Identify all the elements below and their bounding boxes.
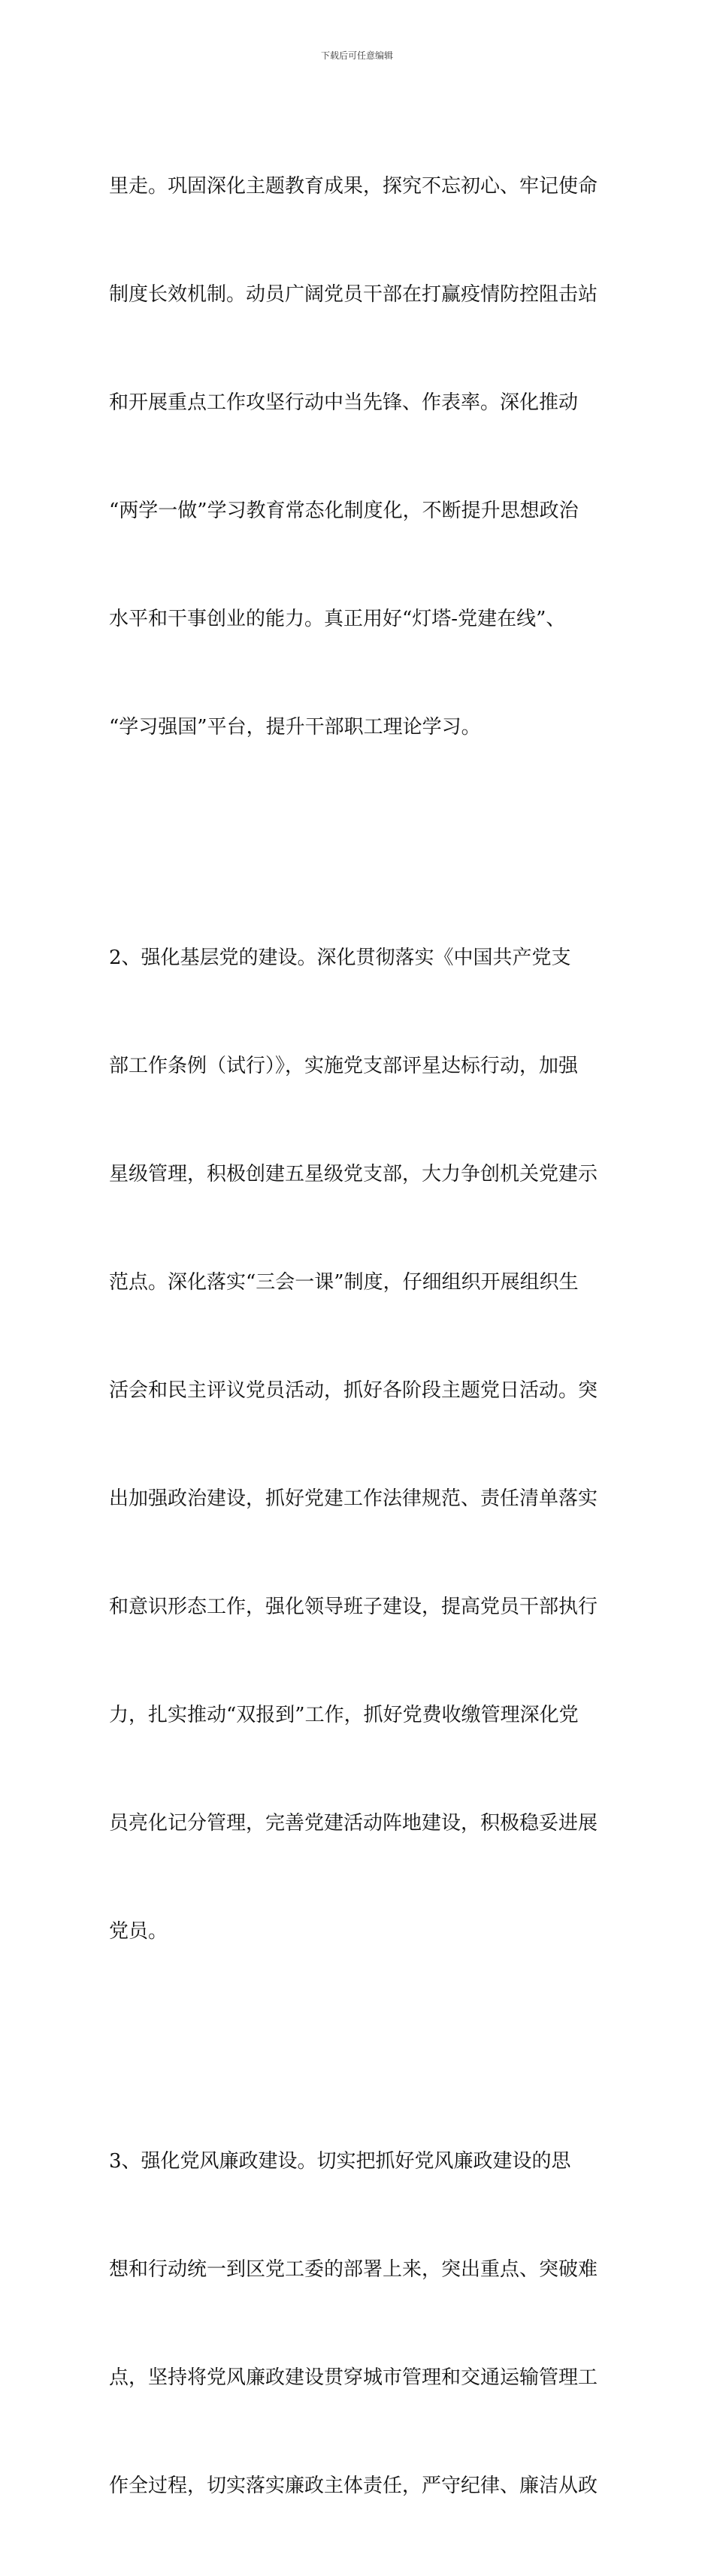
text-line: 点，坚持将党风廉政建设贯穿城市管理和交通运输管理工: [109, 2366, 598, 2389]
paragraph-1: [109, 96, 609, 817]
text-line: 党员。: [109, 1920, 168, 1943]
text-line: 3、强化党风廉政建设。切实把抓好党风廉政建设的思: [109, 2150, 571, 2173]
text-line: “学习强国”平台，提升干部职工理论学习。: [109, 716, 481, 738]
text-line: 和意识形态工作，强化领导班子建设，提高党员干部执行: [109, 1596, 598, 1618]
page-header: 下载后可任意编辑: [320, 50, 393, 61]
text-line: 活会和民主评议党员活动，抓好各阶段主题党日活动。突: [109, 1379, 598, 1402]
text-line: 员亮化记分管理，完善党建活动阵地建设，积极稳妥进展: [109, 1812, 598, 1835]
text-line: 和开展重点工作攻坚行动中当先锋、作表率。深化推动: [109, 391, 579, 414]
text-line: “两学一做”学习教育常态化制度化，不断提升思想政治: [109, 500, 579, 522]
text-line: 力，扎实推动“双报到”工作，抓好党费收缴管理深化党: [109, 1704, 579, 1726]
text-line: 水平和干事创业的能力。真正用好“灯塔-党建在线”、: [109, 608, 566, 630]
text-line: 作全过程，切实落实廉政主体责任，严守纪律、廉洁从政: [109, 2475, 598, 2497]
text-line: 制度长效机制。动员广阔党员干部在打赢疫情防控阻击站: [109, 283, 598, 306]
paragraph-spacer: [109, 2022, 609, 2071]
paragraph-2: [109, 868, 609, 2022]
text-line: 里走。巩固深化主题教育成果，探究不忘初心、牢记使命: [109, 175, 598, 198]
text-line: 2、强化基层党的建设。深化贯彻落实《中国共产党支: [109, 947, 571, 969]
paragraph-spacer: [109, 817, 609, 868]
document-body: [109, 96, 609, 2576]
text-line: 范点。深化落实“三会一课”制度，仔细组织开展组织生: [109, 1271, 579, 1294]
text-line: 星级管理，积极创建五星级党支部，大力争创机关党建示: [109, 1163, 598, 1185]
text-line: 出加强政治建设，抓好党建工作法律规范、责任清单落实: [109, 1487, 598, 1510]
paragraph-3: [109, 2071, 609, 2576]
text-line: 部工作条例（试行）》，实施党支部评星达标行动，加强: [109, 1055, 579, 1077]
text-line: 想和行动统一到区党工委的部署上来，突出重点、突破难: [109, 2258, 598, 2281]
